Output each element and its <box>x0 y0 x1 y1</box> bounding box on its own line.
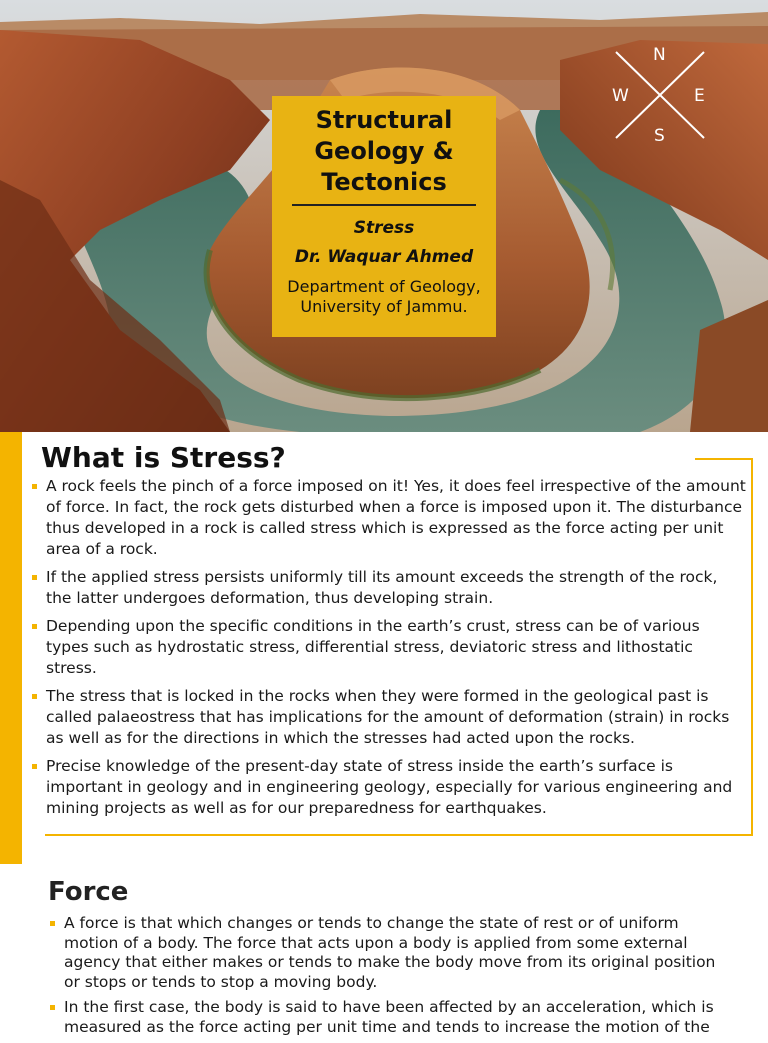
compass-east-label: E <box>694 86 705 106</box>
list-item <box>48 914 728 992</box>
slide-title-line-1: Structural <box>315 106 453 134</box>
title-box <box>272 96 496 337</box>
slide-title-line-2: Geology & <box>314 137 454 165</box>
frame-line-right <box>751 458 753 836</box>
bullet-text: Precise knowledge of the present-day state of stress inside the earth’s surface is important in geology and in engineering geology, especially for various engineering and mining projects as well as for our preparedness for earthquakes. <box>46 757 733 817</box>
list-item <box>30 616 746 679</box>
bullet-square-icon <box>50 1005 55 1010</box>
compass-west-label: W <box>612 86 629 106</box>
list-item <box>30 686 746 749</box>
title-divider <box>292 204 476 206</box>
bullet-text: In the first case, the body is said to have been affected by an acceleration, which is measured as the force acting per unit time and tends to increase the motion of the <box>64 998 714 1036</box>
bullet-square-icon <box>32 764 37 769</box>
frame-line-top <box>695 458 753 460</box>
list-item <box>30 567 746 609</box>
list-item <box>30 476 746 560</box>
bullet-text: A force is that which changes or tends to change the state of rest or of uniform motion of a body. The force that acts upon a body is applied from some external agency that either makes or tends to make the body move from its original position or stops or tends to stop a moving body. <box>64 914 716 991</box>
bullet-list <box>30 476 746 826</box>
bullet-square-icon <box>32 624 37 629</box>
bullet-square-icon <box>32 694 37 699</box>
bullet-square-icon <box>32 484 37 489</box>
bullet-list <box>48 914 728 1043</box>
slide-heading: Force <box>48 877 129 907</box>
bullet-text: The stress that is locked in the rocks when they were formed in the geological past is called palaeostress that has implications for the amount of deformation (strain) in rocks as well as for the directions in which the stresses had acted upon the rocks. <box>46 687 730 747</box>
title-slide <box>0 0 768 432</box>
bullet-text: A rock feels the pinch of a force imposed on it! Yes, it does feel irrespective of the amount of force. In fact, the rock gets disturbed when a force is imposed upon it. The disturbance thus developed in a rock is called stress which is expressed as the force acting per unit area of a rock. <box>46 477 746 558</box>
accent-bar <box>0 432 22 864</box>
bullet-square-icon <box>32 575 37 580</box>
compass-north-label: N <box>653 45 666 65</box>
slide-heading: What is Stress? <box>41 441 286 474</box>
what-is-stress-slide <box>0 432 768 864</box>
topic-label: Stress <box>353 218 415 238</box>
department-label: Department of Geology, University of Jammu. <box>287 277 481 316</box>
frame-line-bottom <box>45 834 753 836</box>
compass-icon <box>608 44 712 144</box>
author-name: Dr. Waquar Ahmed <box>294 247 474 267</box>
force-slide <box>0 864 768 1036</box>
slide-title-line-3: Tectonics <box>321 168 447 196</box>
bullet-text: If the applied stress persists uniformly till its amount exceeds the strength of the rock, the latter undergoes deformation, thus developing strain. <box>46 568 718 607</box>
list-item <box>48 998 728 1037</box>
bullet-text: Depending upon the specific conditions in the earth’s crust, stress can be of various types such as hydrostatic stress, differential stress, deviatoric stress and lithostatic stress. <box>46 617 700 677</box>
compass-south-label: S <box>654 126 665 146</box>
list-item <box>30 756 746 819</box>
bullet-square-icon <box>50 921 55 926</box>
